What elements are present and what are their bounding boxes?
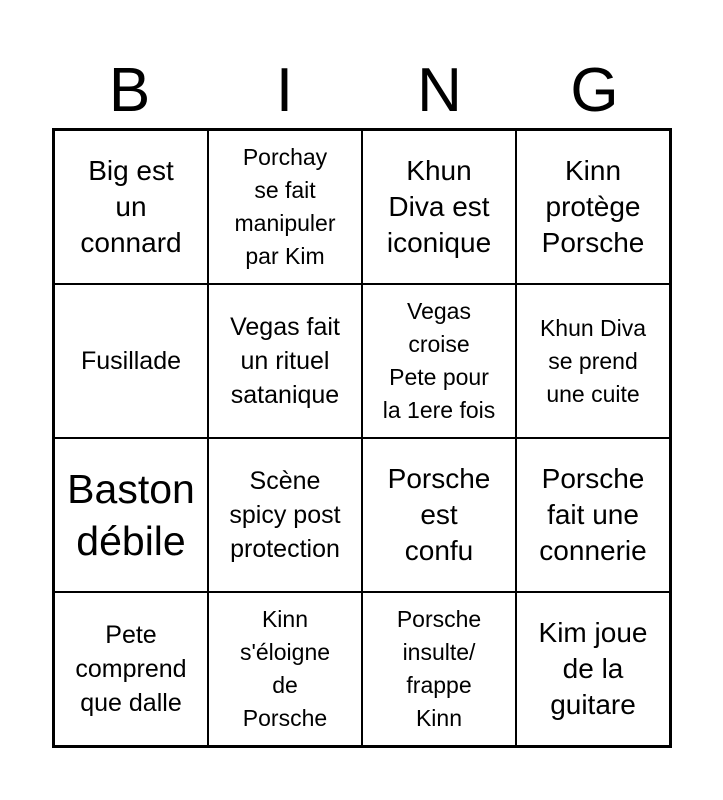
- bingo-cell[interactable]: [208, 284, 362, 438]
- cell-text: Big est un connard: [80, 155, 182, 258]
- cell-text: Kinn protège Porsche: [541, 155, 645, 258]
- cell-text: Kinn s'éloigne de Porsche: [239, 606, 331, 731]
- bingo-cell[interactable]: [208, 130, 362, 284]
- cell-text: Porsche fait une connerie: [539, 463, 647, 566]
- bingo-cell[interactable]: [362, 130, 516, 284]
- bingo-cell[interactable]: [516, 284, 670, 438]
- bingo-cell[interactable]: [54, 592, 208, 746]
- cell-text: Khun Diva se prend une cuite: [539, 314, 647, 407]
- bingo-cell[interactable]: [516, 130, 670, 284]
- bingo-grid: [52, 128, 672, 748]
- header-letter-b: B: [108, 56, 151, 125]
- bingo-cell[interactable]: [208, 592, 362, 746]
- bingo-cell[interactable]: [54, 130, 208, 284]
- cell-text: Khun Diva est iconique: [386, 155, 492, 258]
- bingo-header: [52, 55, 672, 127]
- cell-text: Vegas fait un rituel satanique: [230, 313, 340, 409]
- bingo-cell[interactable]: [54, 438, 208, 592]
- cell-text: Kim joue de la guitare: [538, 617, 648, 720]
- cell-text: Baston débile: [67, 466, 195, 564]
- cell-text: Porsche insulte/ frappe Kinn: [396, 606, 482, 731]
- cell-text: Scène spicy post protection: [229, 467, 341, 563]
- cell-text: Vegas croise Pete pour la 1ere fois: [382, 298, 496, 423]
- header-letter-i: I: [275, 56, 294, 125]
- cell-text: Porchay se fait manipuler par Kim: [234, 144, 336, 269]
- cell-text: Porsche est confu: [387, 463, 491, 566]
- bingo-cell[interactable]: [54, 284, 208, 438]
- cell-text: Fusillade: [80, 347, 182, 375]
- bingo-cell[interactable]: [362, 284, 516, 438]
- bingo-cell[interactable]: [516, 592, 670, 746]
- header-letter-n: N: [417, 56, 462, 125]
- bingo-cell[interactable]: [362, 592, 516, 746]
- bingo-cell[interactable]: [208, 438, 362, 592]
- header-letter-g: G: [570, 56, 619, 125]
- bingo-cell[interactable]: [516, 438, 670, 592]
- bingo-cell[interactable]: [362, 438, 516, 592]
- cell-text: Pete comprend que dalle: [75, 621, 187, 717]
